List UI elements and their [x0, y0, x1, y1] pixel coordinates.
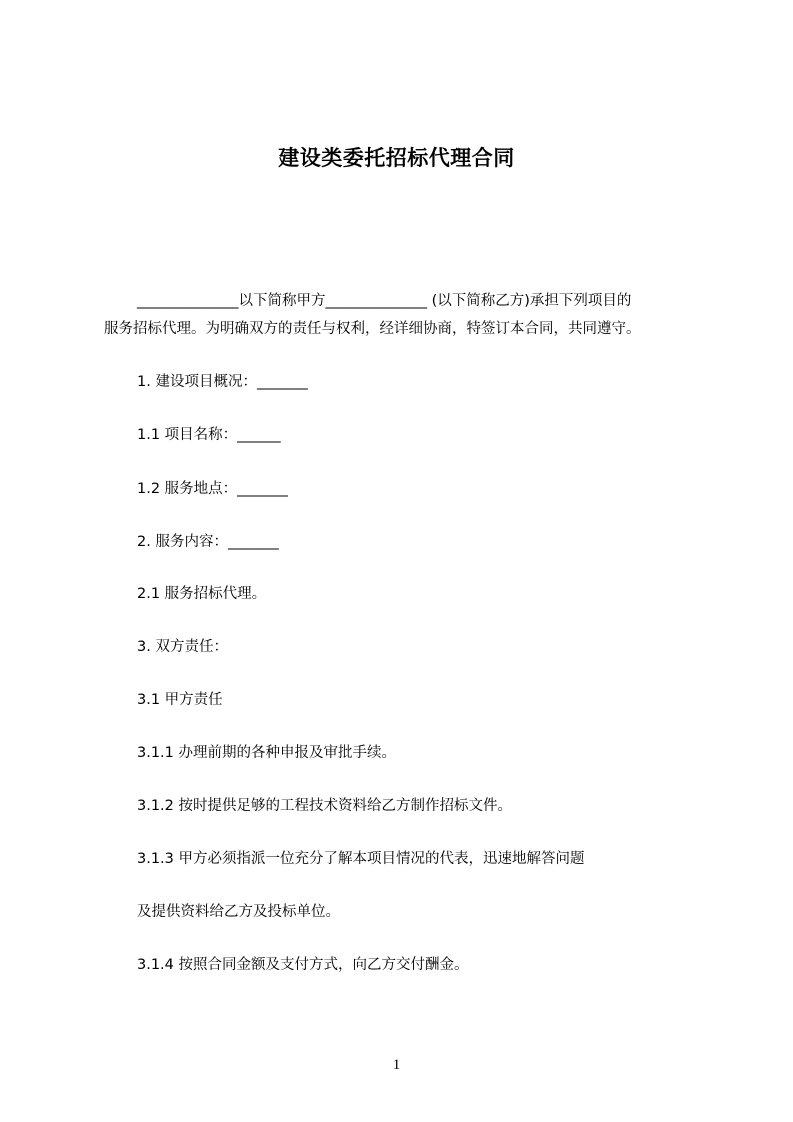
- intro-line-2: 服务招标代理。为明确双方的责任与权利，经详细协商，特签订本合同，共同遵守。: [104, 321, 641, 337]
- intro-line-1: ______________以下简称甲方______________ (以下简称乙方)承担下列项目的: [137, 293, 632, 309]
- clause-3-1-2: 3.1.2 按时提供足够的工程技术资料给乙方制作招标文件。: [137, 798, 513, 814]
- clause-2-1: 2.1 服务招标代理。: [137, 586, 267, 602]
- clause-3-1: 3.1 甲方责任: [137, 692, 223, 708]
- clause-3: 3. 双方责任：: [137, 639, 228, 655]
- page-number: 1: [392, 1057, 401, 1073]
- clause-3-1-3: 3.1.3 甲方必须指派一位充分了解本项目情况的代表，迅速地解答问题: [137, 851, 585, 867]
- clause-2: 2. 服务内容：_______: [137, 534, 279, 550]
- clause-3-1-3-continued: 及提供资料给乙方及投标单位。: [137, 904, 340, 920]
- clause-3-1-4: 3.1.4 按照合同金额及支付方式，向乙方交付酬金。: [137, 957, 469, 973]
- clause-1: 1. 建设项目概况：_______: [137, 374, 308, 390]
- clause-1-2: 1.2 服务地点：_______: [137, 481, 288, 497]
- clause-1-1: 1.1 项目名称：______: [137, 427, 281, 443]
- clause-3-1-1: 3.1.1 办理前期的各种申报及审批手续。: [137, 745, 397, 761]
- document-title: 建设类委托招标代理合同: [278, 146, 515, 170]
